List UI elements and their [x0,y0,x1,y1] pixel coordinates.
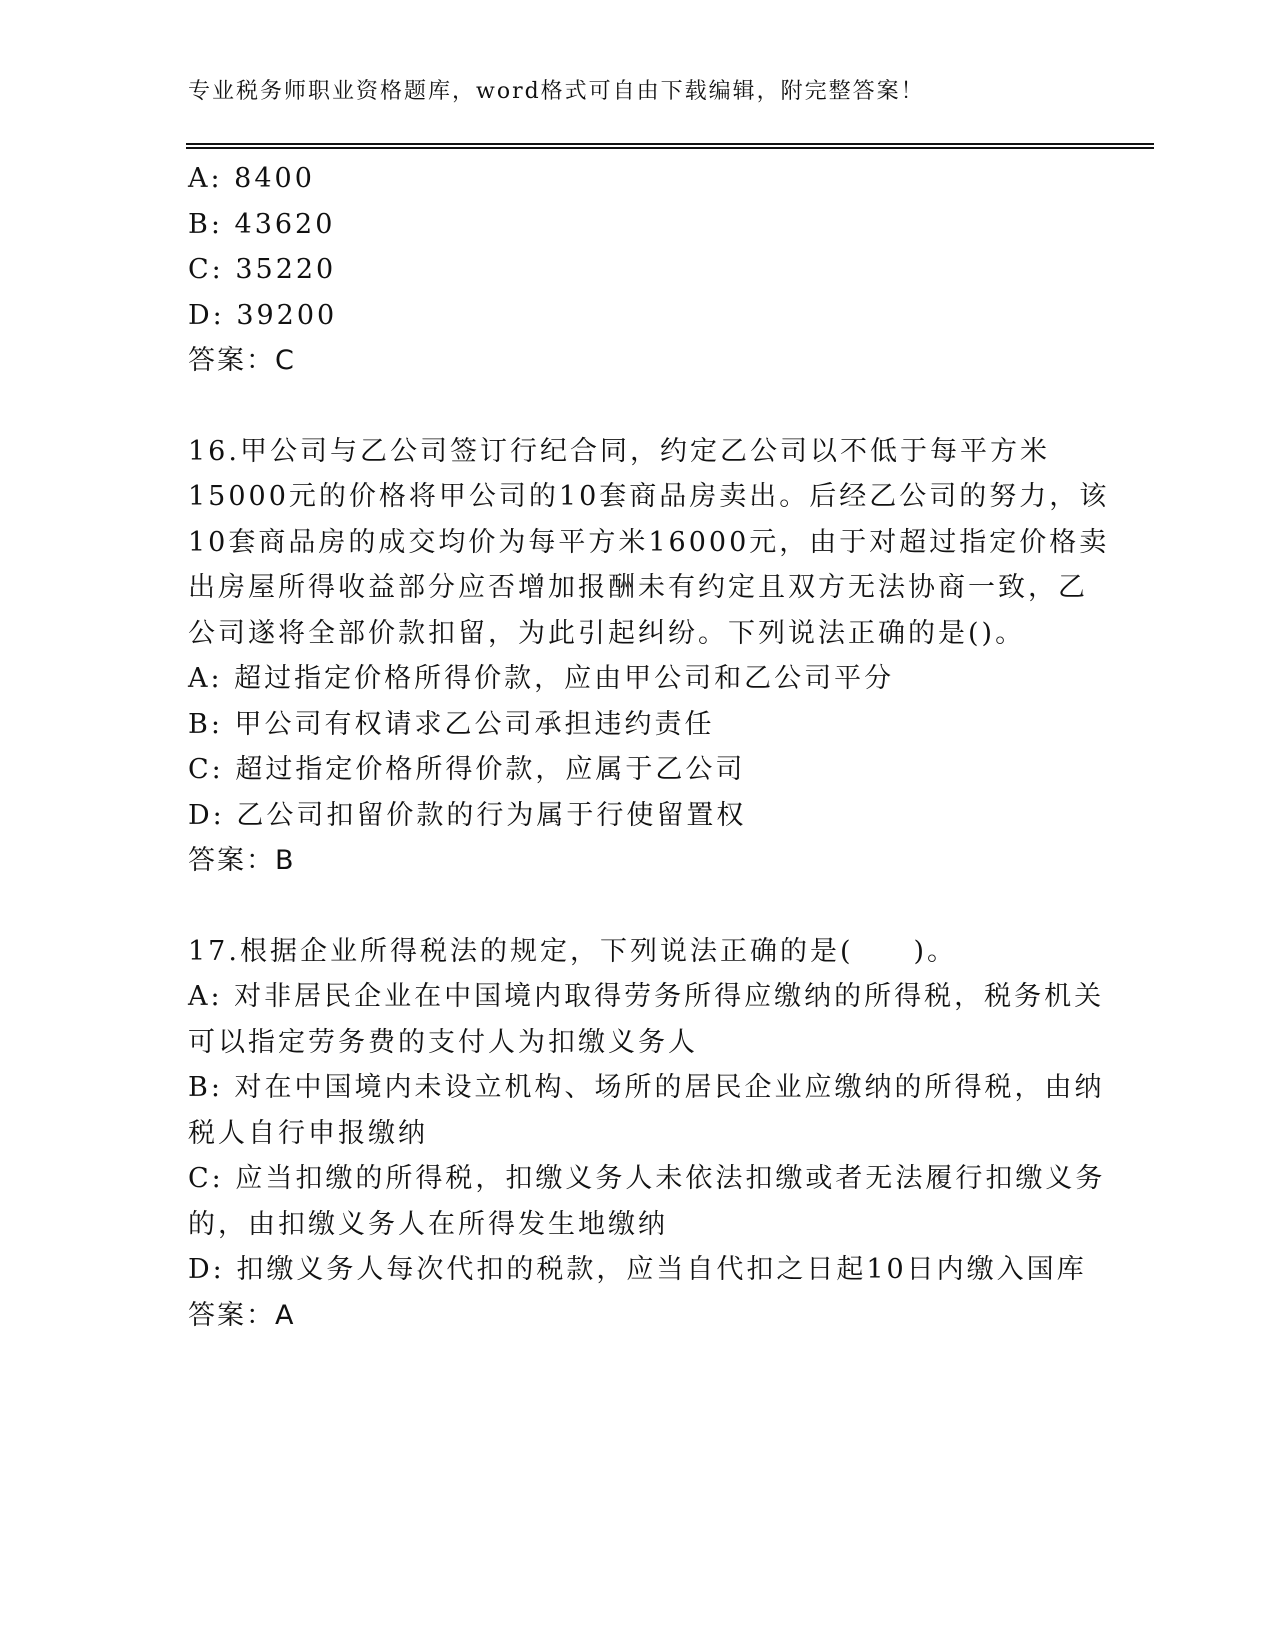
option-b: B: 43620 [188,208,336,240]
answer-line: 答案：B [188,845,296,876]
option-a: A: 对非居民企业在中国境内取得劳务所得应缴纳的所得税，税务机关 [188,981,1105,1012]
question-stem-line: 16.甲公司与乙公司签订行纪合同，约定乙公司以不低于每平方米 [188,435,1050,467]
option-d: D: 39200 [188,299,338,331]
option-b-continued: 税人自行申报缴纳 [188,1117,428,1149]
option-a: A: 8400 [188,163,315,194]
question-stem-line: 17.根据企业所得税法的规定，下列说法正确的是( )。 [188,935,958,967]
page-header: 专业税务师职业资格题库，word格式可自由下载编辑，附完整答案！ [188,79,925,104]
option-b: B: 甲公司有权请求乙公司承担违约责任 [188,708,715,740]
question-stem-line: 15000元的价格将甲公司的10套商品房卖出。后经乙公司的努力，该 [188,481,1110,512]
option-a-continued: 可以指定劳务费的支付人为扣缴义务人 [188,1026,698,1058]
answer-line: 答案：C [188,345,296,376]
question-stem-line: 公司遂将全部价款扣留，为此引起纠纷。下列说法正确的是()。 [188,617,1026,649]
option-a: A: 超过指定价格所得价款，应由甲公司和乙公司平分 [188,663,895,694]
question-16 [188,429,1110,884]
question-stem-line: 出房屋所得收益部分应否增加报酬未有约定且双方无法协商一致，乙 [188,572,1088,603]
question-content [188,156,1110,1338]
answer-line: 答案：A [188,1299,296,1331]
option-d: D: 扣缴义务人每次代扣的税款，应当自代扣之日起10日内缴入国库 [188,1254,1087,1285]
option-c: C: 超过指定价格所得价款，应属于乙公司 [188,754,746,785]
previous-question-tail [188,156,1088,384]
option-d: D: 乙公司扣留价款的行为属于行使留置权 [188,799,747,831]
question-stem-line: 10套商品房的成交均价为每平方米16000元，由于对超过指定价格卖 [188,526,1110,558]
option-b: B: 对在中国境内未设立机构、场所的居民企业应缴纳的所得税，由纳 [188,1072,1105,1103]
option-c: C: 35220 [188,254,337,285]
spacer [188,384,1088,429]
header-double-rule [186,143,1154,149]
option-c: C: 应当扣缴的所得税，扣缴义务人未依法扣缴或者无法履行扣缴义务 [188,1163,1106,1194]
option-c-continued: 的，由扣缴义务人在所得发生地缴纳 [188,1208,668,1240]
question-17 [188,929,1106,1339]
spacer [188,884,1088,929]
